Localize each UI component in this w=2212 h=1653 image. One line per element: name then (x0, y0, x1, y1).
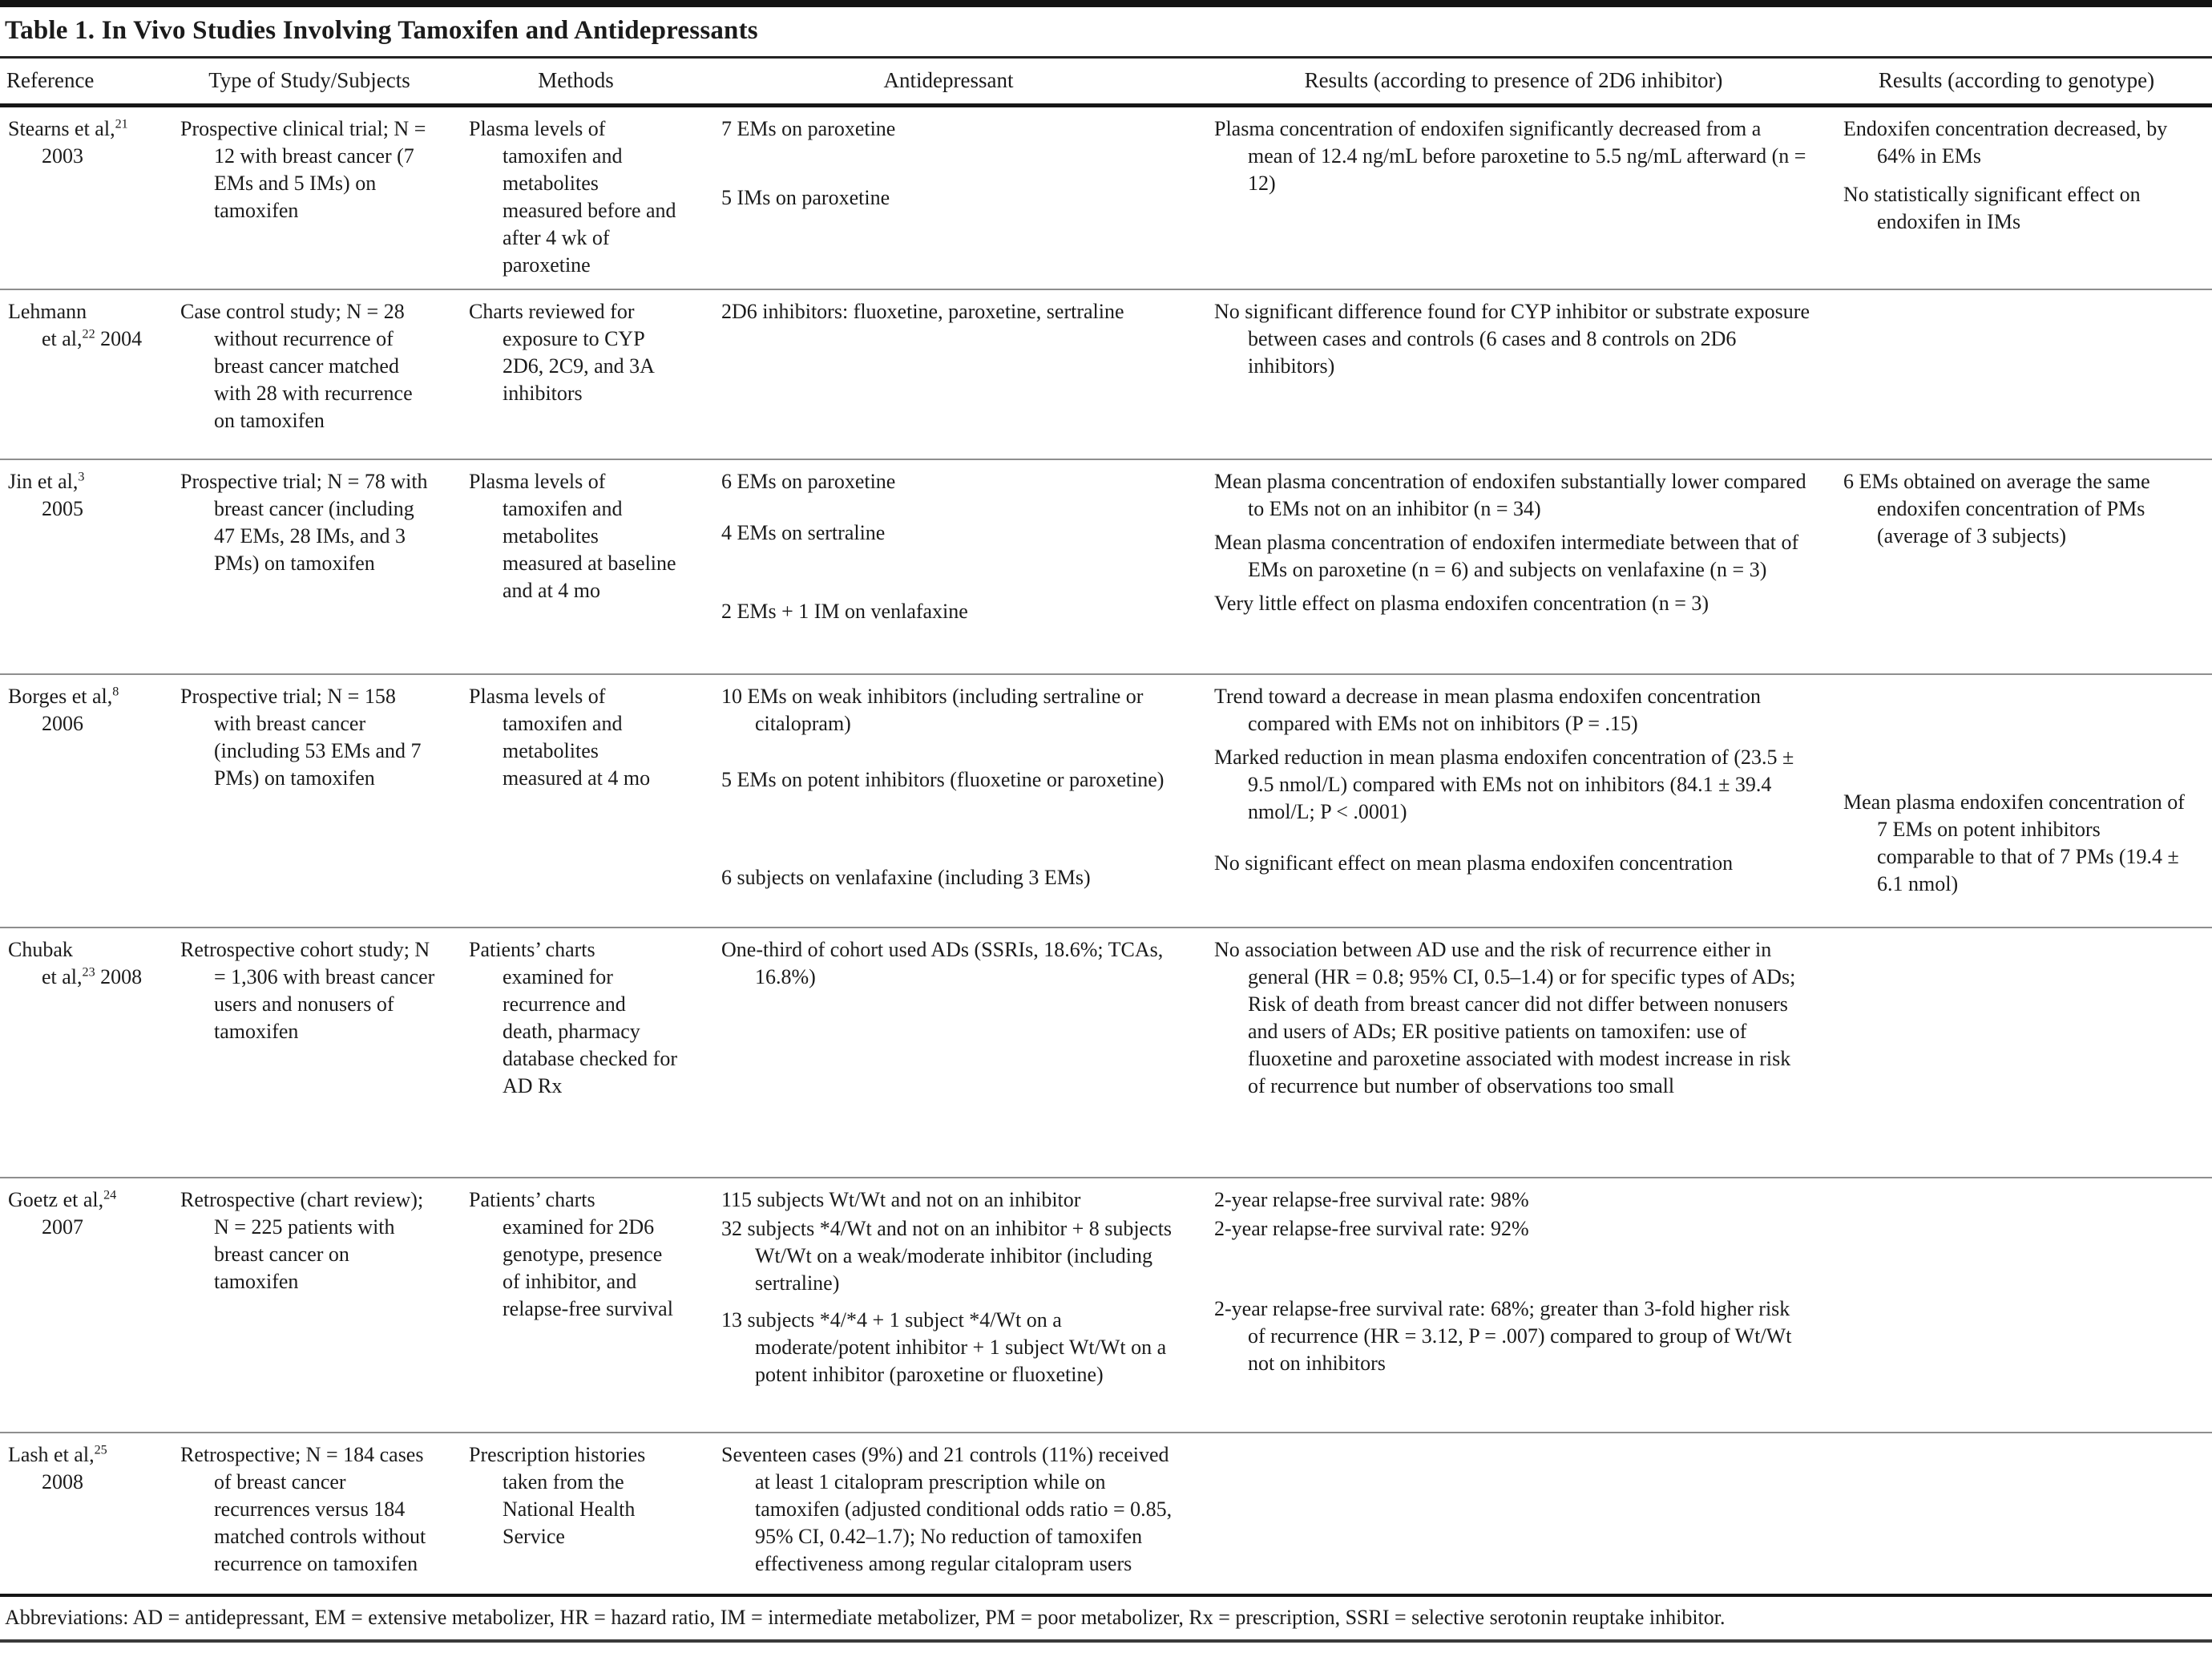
table-row (0, 107, 2212, 289)
reference-text: Borges et al,$^8$ 2006 (8, 685, 119, 735)
reference-text: Goetz et al,$^{24}$ 2007 (8, 1188, 117, 1239)
reference-text: Chubak et al,$^{23}$ 2008 (8, 938, 143, 988)
results-genotype-cell (1835, 675, 2212, 927)
methods-cell (461, 290, 705, 459)
reference-cell (0, 675, 172, 927)
cell-text: Very little effect on plasma endoxifen concentration (n = 3) (1214, 592, 1709, 615)
results-genotype-cell (1835, 290, 2212, 459)
citation-superscript: 23 (82, 965, 95, 980)
antidepressant-cell (705, 290, 1206, 459)
reference-cell (0, 1433, 172, 1594)
results-inhibitor-cell (1206, 1178, 1835, 1432)
cell-text: Plasma levels of tamoxifen and metabolites measured at baseline and at 4 mo (469, 470, 676, 602)
cell-text: Mean plasma concentration of endoxifen intermediate between that of EMs on paroxetine (n = 6) and subjects on venlafaxine (n = 3) (1214, 531, 1799, 581)
results-inhibitor-cell (1206, 460, 1835, 673)
study-type-cell (172, 675, 461, 927)
cell-text: Endoxifen concentration decreased, by 64% in EMs (1843, 117, 2168, 168)
abbreviations-footer (0, 1594, 2212, 1643)
table-header-row (0, 59, 2212, 107)
col-header-results-genotype: Results (according to genotype) (1878, 68, 2155, 92)
table-row (0, 1177, 2212, 1432)
study-type-cell (172, 1433, 461, 1594)
cell-text: One-third of cohort used ADs (SSRIs, 18.6%; TCAs, 16.8%) (721, 938, 1164, 988)
cell-text: Prescription histories taken from the National Health Service (469, 1443, 646, 1548)
table-title: Table 1. In Vivo Studies Involving Tamoxifen and Antidepressants (0, 7, 2212, 59)
cell-text: 4 EMs on sertraline (721, 521, 886, 544)
reference-cell (0, 290, 172, 459)
cell-text: Retrospective (chart review); N = 225 patients with breast cancer on tamoxifen (180, 1188, 424, 1293)
antidepressant-cell (705, 675, 1206, 927)
cell-text: Trend toward a decrease in mean plasma endoxifen concentration compared with EMs not on inhibitors (P = .15) (1214, 685, 1762, 735)
col-header-methods: Methods (538, 68, 614, 92)
cell-text: Prospective trial; N = 78 with breast cancer (including 47 EMs, 28 IMs, and 3 PMs) on tamoxifen (180, 470, 428, 575)
cell-text: Marked reduction in mean plasma endoxifen concentration of (23.5 ± 9.5 nmol/L) compared with EMs not on inhibitors (84.1 ± 39.4 nmol/L; P < .0001) (1214, 746, 1794, 823)
cell-text: 2-year relapse-free survival rate: 92% (1214, 1217, 1529, 1240)
cell-text: 2-year relapse-free survival rate: 68%; greater than 3-fold higher risk of recurrence (HR = 3.12, P = .007) compared to group of Wt/Wt not on inhibitors (1214, 1297, 1792, 1375)
citation-superscript: 22 (82, 327, 95, 342)
results-inhibitor-cell (1206, 107, 1835, 289)
cell-text: Prospective clinical trial; N = 12 with breast cancer (7 EMs and 5 IMs) on tamoxifen (180, 117, 426, 222)
reference-cell (0, 107, 172, 289)
cell-text: 10 EMs on weak inhibitors (including sertraline or citalopram) (721, 685, 1144, 735)
cell-text: Mean plasma concentration of endoxifen substantially lower compared to EMs not on an inhibitor (n = 34) (1214, 470, 1806, 520)
cell-text: Retrospective; N = 184 cases of breast cancer recurrences versus 184 matched controls without recurrence on tamoxifen (180, 1443, 426, 1575)
methods-cell (461, 928, 705, 1177)
table-row (0, 673, 2212, 927)
cell-text: Prospective trial; N = 158 with breast cancer (including 53 EMs and 7 PMs) on tamoxifen (180, 685, 422, 790)
cell-text: No significant effect on mean plasma endoxifen concentration (1214, 851, 1734, 875)
study-type-cell (172, 460, 461, 673)
results-genotype-cell (1835, 1433, 2212, 1594)
cell-text: Charts reviewed for exposure to CYP 2D6, 2C9, and 3A inhibitors (469, 300, 654, 405)
cell-text: 2-year relapse-free survival rate: 98% (1214, 1188, 1529, 1211)
col-header-results-inhibitor: Results (according to presence of 2D6 inhibitor) (1304, 68, 1723, 92)
cell-text: 115 subjects Wt/Wt and not on an inhibitor (721, 1188, 1081, 1211)
cell-text: 5 IMs on paroxetine (721, 186, 890, 209)
col-header-reference: Reference (6, 68, 95, 92)
results-genotype-cell (1835, 107, 2212, 289)
reference-text: Jin et al,$^3$ 2005 (8, 470, 85, 520)
results-inhibitor-cell (1206, 928, 1835, 1177)
reference-cell (0, 460, 172, 673)
results-genotype-cell (1835, 460, 2212, 673)
citation-superscript: 3 (78, 470, 85, 484)
citation-superscript: 8 (112, 685, 119, 699)
cell-text: Patients’ charts examined for recurrence and death, pharmacy database checked for AD Rx (469, 938, 677, 1097)
cell-text: 6 EMs on paroxetine (721, 470, 896, 493)
reference-cell (0, 928, 172, 1177)
cell-text: 2 EMs + 1 IM on venlafaxine (721, 600, 968, 623)
abbreviations-note: Abbreviations: AD = antidepressant, EM = extensive metabolizer, HR = hazard ratio, IM = intermediate metabolizer, PM = poor metabolizer, Rx = prescription, SSRI = selective serotonin reuptake inhibitor. (5, 1606, 1726, 1629)
methods-cell (461, 675, 705, 927)
results-inhibitor-cell (1206, 1433, 1835, 1594)
reference-text: Lash et al,$^{25}$ 2008 (8, 1443, 107, 1493)
cell-text: No statistically significant effect on endoxifen in IMs (1843, 183, 2141, 233)
citation-superscript: 21 (115, 117, 128, 131)
cell-text: Plasma levels of tamoxifen and metabolites measured before and after 4 wk of paroxetine (469, 117, 676, 277)
methods-cell (461, 1178, 705, 1432)
cell-text: 32 subjects *4/Wt and not on an inhibitor + 8 subjects Wt/Wt on a weak/moderate inhibitor (including sertraline) (721, 1217, 1173, 1295)
col-header-antidepressant: Antidepressant (883, 68, 1014, 92)
study-type-cell (172, 107, 461, 289)
cell-text: 6 EMs obtained on average the same endoxifen concentration of PMs (average of 3 subjects) (1843, 470, 2150, 548)
cell-text: 7 EMs on paroxetine (721, 117, 896, 140)
cell-text: Plasma concentration of endoxifen significantly decreased from a mean of 12.4 ng/mL before paroxetine to 5.5 ng/mL afterward (n = 12) (1214, 117, 1806, 195)
antidepressant-cell (705, 460, 1206, 673)
cell-text: No significant difference found for CYP inhibitor or substrate exposure between cases and controls (6 cases and 8 controls on 2D6 inhibitors) (1214, 300, 1810, 378)
cell-text: 13 subjects *4/*4 + 1 subject *4/Wt on a moderate/potent inhibitor + 1 subject Wt/Wt on a potent inhibitor (paroxetine or fluoxetine) (721, 1308, 1167, 1386)
results-genotype-cell (1835, 1178, 2212, 1432)
top-rule (0, 0, 2212, 7)
reference-text: Stearns et al,$^{21}$ 2003 (8, 117, 128, 168)
cell-text: Retrospective cohort study; N = 1,306 with breast cancer users and nonusers of tamoxifen (180, 938, 435, 1043)
methods-cell (461, 107, 705, 289)
antidepressant-cell (705, 107, 1206, 289)
cell-text: Patients’ charts examined for 2D6 genotype, presence of inhibitor, and relapse-free survival (469, 1188, 673, 1320)
reference-cell (0, 1178, 172, 1432)
citation-superscript: 24 (103, 1188, 117, 1202)
table-row (0, 459, 2212, 673)
methods-cell (461, 1433, 705, 1594)
antidepressant-cell (705, 1433, 1206, 1594)
results-genotype-cell (1835, 928, 2212, 1177)
antidepressant-cell (705, 928, 1206, 1177)
antidepressant-cell (705, 1178, 1206, 1432)
citation-superscript: 25 (94, 1443, 107, 1457)
cell-text: 6 subjects on venlafaxine (including 3 EMs) (721, 866, 1091, 889)
cell-text: Mean plasma endoxifen concentration of 7 EMs on potent inhibitors comparable to that of 7 PMs (19.4 ± 6.1 nmol) (1843, 790, 2185, 895)
cell-text: Seventeen cases (9%) and 21 controls (11%) received at least 1 citalopram prescription while on tamoxifen (adjusted conditional odds ratio = 0.85, 95% CI, 0.42–1.7); No reduction of tamoxifen effectiveness among regular citalopram users (721, 1443, 1173, 1575)
cell-text: No association between AD use and the risk of recurrence either in general (HR = 0.8; 95% CI, 0.5–1.4) or for specific types of ADs; Risk of death from breast cancer did not differ between nonusers and users of ADs; ER positive patients on tamoxifen: use of fluoxetine and paroxetine associated with modest increase in risk of recurrence but number of observations too small (1214, 938, 1796, 1097)
results-inhibitor-cell (1206, 290, 1835, 459)
table-row (0, 1432, 2212, 1594)
cell-text: Case control study; N = 28 without recurrence of breast cancer matched with 28 with recurrence on tamoxifen (180, 300, 413, 432)
cell-text: 2D6 inhibitors: fluoxetine, paroxetine, sertraline (721, 300, 1124, 323)
table-row (0, 927, 2212, 1177)
study-type-cell (172, 290, 461, 459)
results-inhibitor-cell (1206, 675, 1835, 927)
cell-text: Plasma levels of tamoxifen and metabolites measured at 4 mo (469, 685, 651, 790)
study-type-cell (172, 928, 461, 1177)
col-header-type-of-study: Type of Study/Subjects (208, 68, 410, 92)
cell-text: 5 EMs on potent inhibitors (fluoxetine or paroxetine) (721, 768, 1165, 791)
reference-text: Lehmann et al,$^{22}$ 2004 (8, 300, 143, 350)
study-type-cell (172, 1178, 461, 1432)
methods-cell (461, 460, 705, 673)
table-row (0, 289, 2212, 459)
